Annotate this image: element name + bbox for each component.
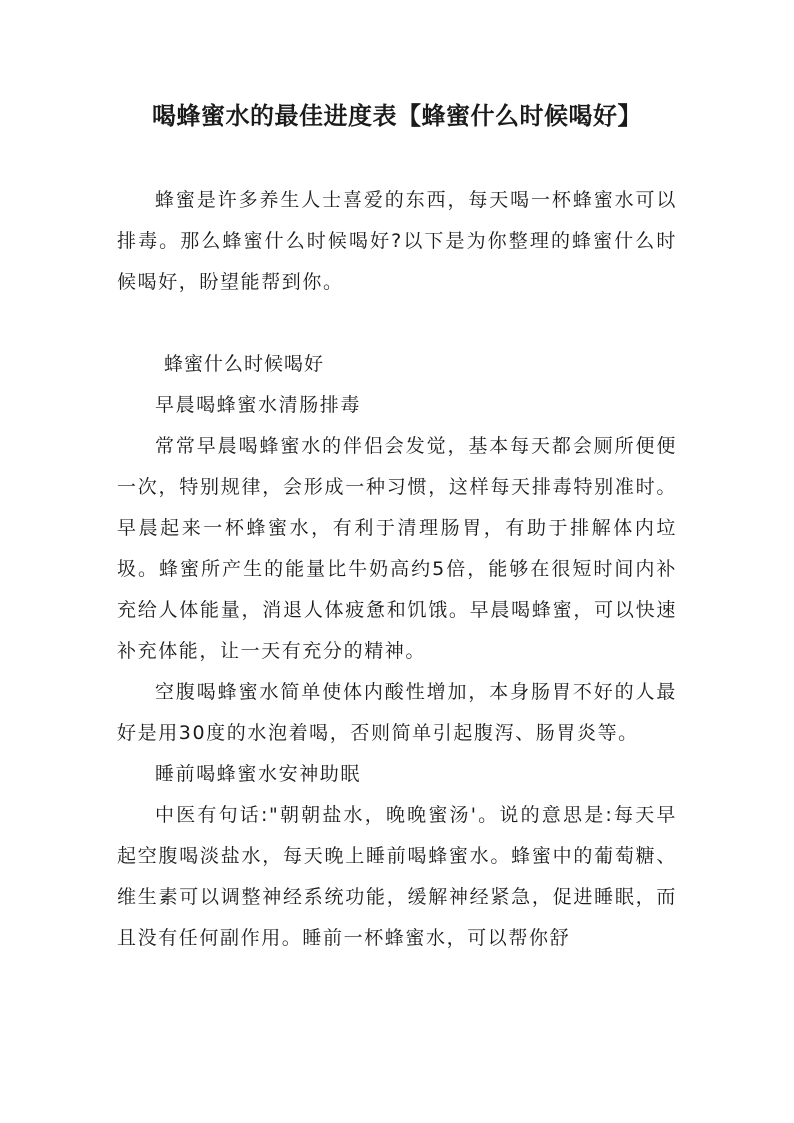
intro-paragraph: 蜂蜜是许多养生人士喜爱的东西，每天喝一杯蜂蜜水可以排毒。那么蜂蜜什么时候喝好?以下是为你整理的蜂蜜什么时候喝好，盼望能帮到你。 [117,189,677,293]
document-body [117,180,677,959]
fasting-paragraph: 空腹喝蜂蜜水简单使体内酸性增加，本身肠胃不好的人最好是用30度的水泡着喝，否则简单引起腹泻、肠胃炎等。 [117,681,677,744]
morning-heading: 早晨喝蜂蜜水清肠排毒 [155,394,362,416]
document-title: 喝蜂蜜水的最佳进度表【蜂蜜什么时候喝好】 [152,101,642,130]
morning-paragraph: 常常早晨喝蜂蜜水的伴侣会发觉，基本每天都会厕所便便一次，特别规律，会形成一种习惯，这样每天排毒特别准时。早晨起来一杯蜂蜜水，有利于清理肠胃，有助于排解体内垃圾。蜂蜜所产生的能量比牛奶高约5倍，能够在很短时间内补充给人体能量，消退人体疲惫和饥饿。早晨喝蜂蜜，可以快速补充体能，让一天有充分的精神。 [117,435,677,662]
night-heading: 睡前喝蜂蜜水安神助眠 [155,763,362,785]
blank-line [117,303,677,344]
section-heading: 蜂蜜什么时候喝好 [164,353,325,375]
night-paragraph: 中医有句话:"朝朝盐水，晚晚蜜汤'。说的意思是:每天早起空腹喝淡盐水，每天晚上睡前喝蜂蜜水。蜂蜜中的葡萄糖、维生素可以调整神经系统功能，缓解神经紧急，促进睡眠，而且没有任何副作用。睡前一杯蜂蜜水，可以帮你舒 [117,804,677,949]
